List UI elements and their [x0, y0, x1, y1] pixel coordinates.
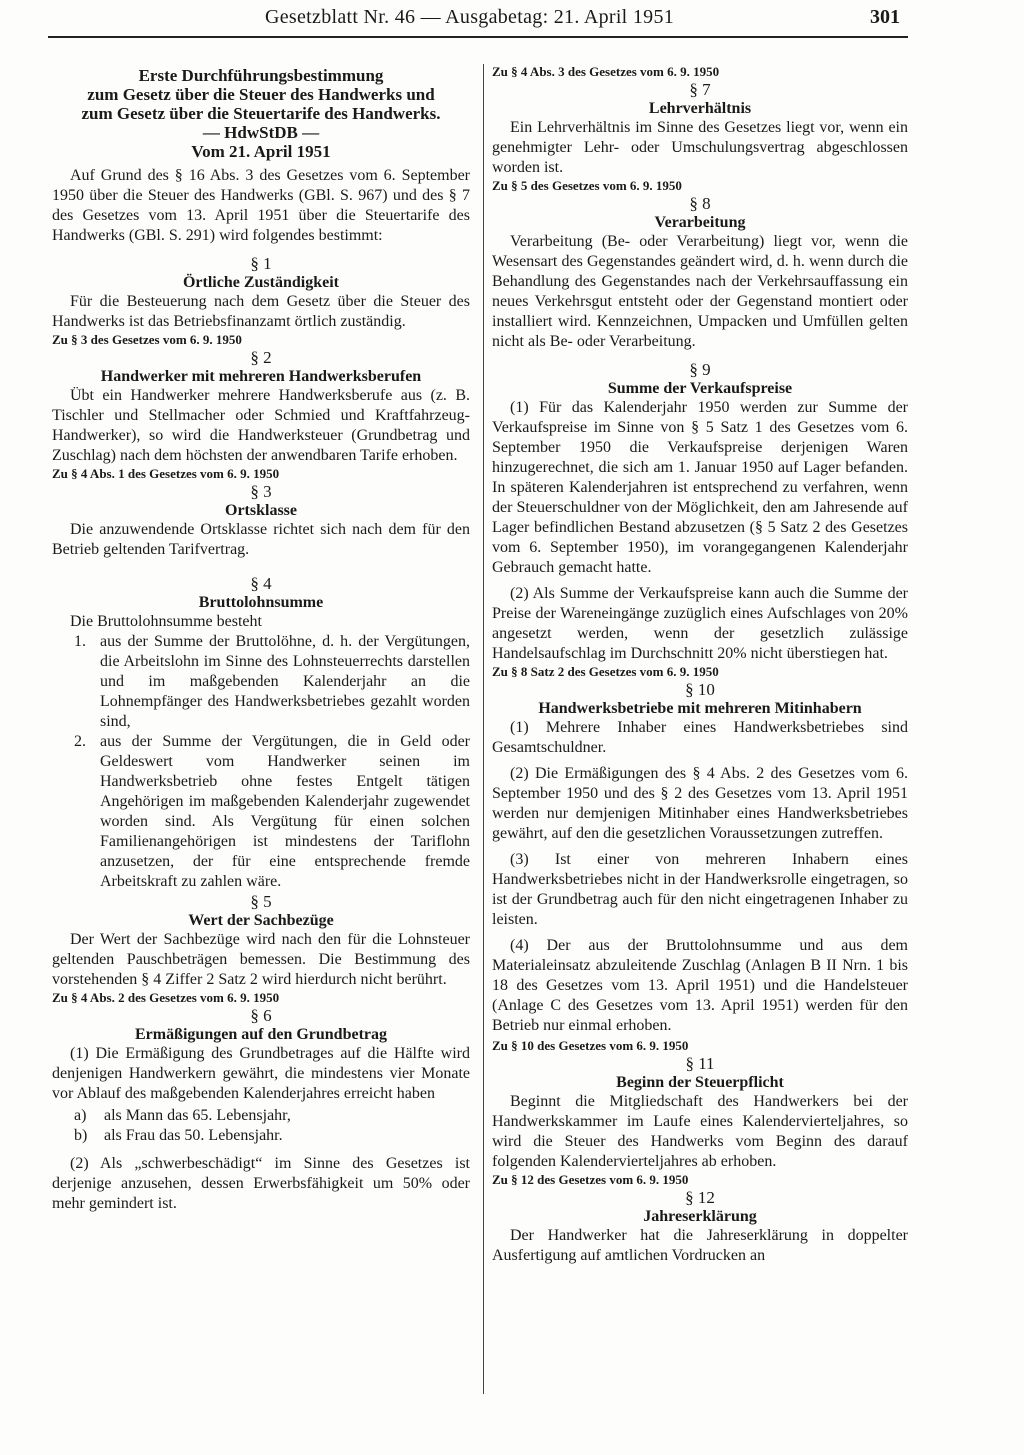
- list-item: [52, 1126, 470, 1146]
- law-reference: Zu § 3 des Gesetzes vom 6. 9. 1950: [52, 332, 242, 347]
- section-text: Übt ein Handwerker mehrere Handwerksberufe aus (z. B. Tischler und Stellmacher oder Schmied und Kraftfahrzeug-Handwerker), so wird die Handwerksteuer (Grundbetrag und Zuschlag) nach dem höchsten der anwendbaren Tarife erhoben.: [52, 387, 470, 464]
- section-text: Ein Lehrverhältnis im Sinne des Gesetzes liegt vor, wenn ein genehmigter Lehr- oder Umschulungsvertrag abgeschlossen worden ist.: [492, 119, 908, 176]
- section-text: (1) Mehrere Inhaber eines Handwerksbetriebes sind Gesamtschuldner.: [492, 719, 908, 756]
- section-title: Summe der Verkaufspreise: [607, 380, 793, 397]
- section-text: (2) Als Summe der Verkaufspreise kann auch die Summe der Preise der Wareneingänge zuzüglich eines Aufschlages von 20% angesetzt werden, wenn der gesetzlich zulässige Handelsaufschlag im Durchschnitt 20% nicht überstiegen hat.: [492, 585, 908, 662]
- list-item: [52, 1106, 470, 1126]
- section-text: Die Bruttolohnsumme besteht: [70, 613, 262, 630]
- document-date: Vom 21. April 1951: [191, 142, 331, 161]
- law-reference: Zu § 5 des Gesetzes vom 6. 9. 1950: [492, 178, 682, 193]
- section-text: Die anzuwendende Ortsklasse richtet sich nach dem für den Betrieb geltenden Tarifvertrag.: [52, 521, 470, 558]
- section-number: § 5: [250, 892, 272, 911]
- section-text: (4) Der aus der Bruttolohnsumme und aus dem Materialeinsatz abzuleitende Zuschlag (Anlagen B II Nrn. 1 bis 18 des Gesetzes vom 13. April 1951) und die Handelsteuer (Anlage C des Gesetzes vom 13. April 1951) werden für den Betrieb nur einmal erhoben.: [492, 937, 908, 1034]
- section-number: § 7: [689, 80, 711, 99]
- title-abbreviation: — HdwStDB —: [202, 123, 320, 142]
- preamble: Auf Grund des § 16 Abs. 3 des Gesetzes vom 6. September 1950 über die Steuer des Handwerks (GBl. S. 967) und des § 7 des Gesetzes vom 13. April 1951 über die Steuertarife des Handwerks (GBl. S. 291) wird folgendes bestimmt:: [52, 167, 470, 244]
- title-line: zum Gesetz über die Steuertarife des Handwerks.: [81, 104, 441, 123]
- item-letter: b): [74, 1127, 88, 1144]
- section-number: § 1: [250, 254, 272, 273]
- section-title: Handwerksbetriebe mit mehreren Mitinhabern: [538, 700, 862, 717]
- title-line: zum Gesetz über die Steuer des Handwerks und: [87, 85, 435, 104]
- item-letter: a): [74, 1107, 87, 1124]
- section-text: Beginnt die Mitgliedschaft des Handwerkers bei der Handwerkskammer im Laufe eines Kalendervierteljahres, so wird die Steuer des Handwerks vom Beginn des darauf folgenden Kalendervierteljahres ab erhoben.: [492, 1093, 908, 1170]
- section-title: Ermäßigungen auf den Grundbetrag: [134, 1026, 388, 1043]
- section-title: Bruttolohnsumme: [198, 594, 324, 611]
- section-number: § 3: [250, 482, 272, 501]
- list-item: [52, 732, 470, 892]
- law-reference: Zu § 4 Abs. 2 des Gesetzes vom 6. 9. 1950: [52, 990, 280, 1005]
- law-reference: Zu § 4 Abs. 3 des Gesetzes vom 6. 9. 1950: [492, 64, 720, 79]
- law-reference: Zu § 4 Abs. 1 des Gesetzes vom 6. 9. 1950: [52, 466, 280, 481]
- item-text: als Mann das 65. Lebensjahr,: [104, 1107, 291, 1124]
- title-line: Erste Durchführungsbestimmung: [138, 66, 384, 85]
- section-title: Lehrverhältnis: [648, 100, 752, 117]
- section-text: (1) Für das Kalenderjahr 1950 werden zur Summe der Verkaufspreise im Sinne von § 5 Satz 1 des Gesetzes vom 6. September 1950 die Verkaufspreise derjenigen Waren hinzugerechnet, die sich am 1. Januar 1950 auf Lager befanden. In späteren Kalenderjahren ist entsprechend zu verfahren, wenn der Steuerschuldner von der Möglichkeit, den am Jahresende auf Lager befindlichen Bestand abzusetzen (§ 5 Satz 2 des Gesetzes vom 6. September 1950), im vorangegangenen Kalenderjahr Gebrauch gemacht hatte.: [492, 399, 908, 576]
- law-reference: Zu § 12 des Gesetzes vom 6. 9. 1950: [492, 1172, 689, 1187]
- header-rule: [48, 36, 908, 38]
- item-number: 2.: [74, 733, 86, 750]
- item-text: aus der Summe der Vergütungen, die in Geld oder Geldeswert vom Handwerker seinen im Handwerksbetrieb ohne festes Entgelt tätigen Angehörigen im maßgebenden Kalenderjahr zugewendet worden sind. Als Vergütung für einen solchen Familienangehörigen ist mindestens der Tariflohn anzusetzen, der für eine entsprechende fremde Arbeitskraft zu zahlen wäre.: [100, 733, 470, 890]
- section-title: Örtliche Zuständigkeit: [182, 274, 339, 291]
- right-column: [492, 64, 908, 1266]
- law-reference: Zu § 8 Satz 2 des Gesetzes vom 6. 9. 1950: [492, 664, 719, 679]
- section-number: § 11: [685, 1054, 715, 1073]
- column-divider: [483, 64, 484, 1394]
- document-title: [52, 66, 470, 142]
- section-number: § 4: [250, 574, 272, 593]
- section-title: Beginn der Steuerpflicht: [616, 1074, 784, 1091]
- section-text: Verarbeitung (Be- oder Verarbeitung) liegt vor, wenn die Wesensart des Gegenstandes geändert wird, d. h. wenn durch die Behandlung des Gegenstandes nach der Verkehrsauffassung ein neues Verkehrsgut entsteht oder der Gegenstand montiert oder installiert wird. Kennzeichnen, Umpacken und Umfüllen gelten nicht als Be- oder Verarbeitung.: [492, 233, 908, 350]
- page-header: [0, 0, 1024, 42]
- left-column: [52, 62, 470, 1214]
- section-text: Der Wert der Sachbezüge wird nach den für die Lohnsteuer geltenden Pauschbeträgen bemessen. Die Bestimmung des vorstehenden § 4 Ziffer 2 Satz 2 wird hierdurch nicht berührt.: [52, 931, 470, 988]
- section-title: Wert der Sachbezüge: [188, 912, 334, 929]
- section-text: (3) Ist einer von mehreren Inhabern eines Handwerksbetriebes nicht in der Handwerksrolle eingetragen, so ist der Grundbetrag auch für den nicht eingetragenen Inhaber zu leisten.: [492, 851, 908, 928]
- section-number: § 10: [685, 680, 715, 699]
- section-text: (2) Die Ermäßigungen des § 4 Abs. 2 des Gesetzes vom 6. September 1950 und des § 2 des Gesetzes vom 13. April 1951 werden nur demjenigen Mitinhaber eines Handwerksbetriebes gewährt, auf den die gesetzlichen Voraussetzungen zutreffen.: [492, 765, 908, 842]
- section-text: Für die Besteuerung nach dem Gesetz über die Steuer des Handwerks ist das Betriebsfinanzamt örtlich zuständig.: [52, 293, 470, 330]
- section-title: Verarbeitung: [654, 214, 746, 231]
- law-reference: Zu § 10 des Gesetzes vom 6. 9. 1950: [492, 1038, 689, 1053]
- item-number: 1.: [74, 633, 86, 650]
- section-number: § 6: [250, 1006, 272, 1025]
- section-number: § 8: [689, 194, 711, 213]
- section-number: § 2: [250, 348, 272, 367]
- section-title: Handwerker mit mehreren Handwerksberufen: [100, 368, 422, 385]
- page-number: 301: [870, 6, 900, 28]
- section-text: Der Handwerker hat die Jahreserklärung in doppelter Ausfertigung auf amtlichen Vordrucken an: [492, 1227, 908, 1264]
- section-number: § 9: [689, 360, 711, 379]
- list-item: [52, 632, 470, 732]
- section-text: (2) Als „schwerbeschädigt“ im Sinne des Gesetzes ist derjenige anzusehen, dessen Erwerbsfähigkeit um 50% oder mehr gemindert ist.: [52, 1155, 470, 1212]
- section-title: Ortsklasse: [225, 502, 297, 519]
- section-text: (1) Die Ermäßigung des Grundbetrages auf die Hälfte wird denjenigen Handwerkern gewährt, die mindestens vier Monate vor Ablauf des maßgebenden Kalenderjahres erreicht haben: [52, 1045, 470, 1102]
- section-number: § 12: [685, 1188, 715, 1207]
- section-title: Jahreserklärung: [643, 1208, 757, 1225]
- item-text: als Frau das 50. Lebensjahr.: [104, 1127, 283, 1144]
- item-text: aus der Summe der Bruttolöhne, d. h. der Vergütungen, die Arbeitslohn im Sinne des Lohnsteuerrechts darstellen und im maßgebenden Kalenderjahr an die Lohnempfänger des Handwerksbetriebes gezahlt worden sind,: [100, 633, 470, 730]
- header-title: Gesetzblatt Nr. 46 — Ausgabetag: 21. April 1951: [265, 6, 675, 28]
